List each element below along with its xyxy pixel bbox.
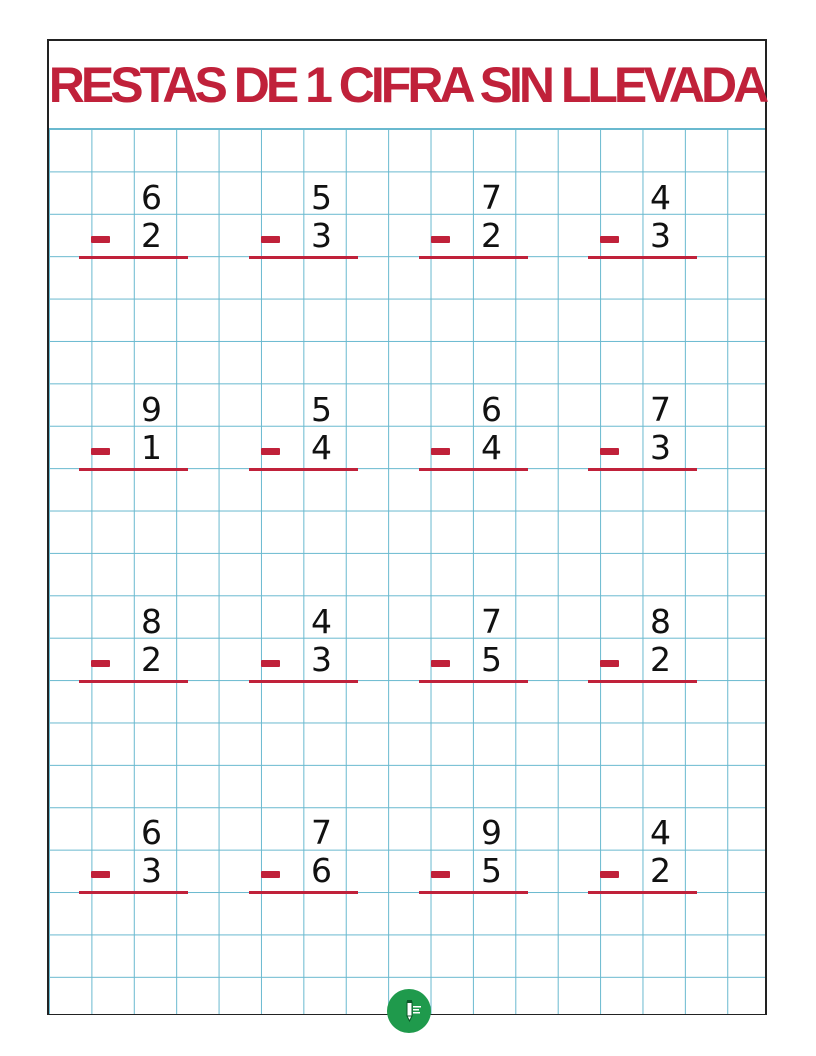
subtraction-problem xyxy=(588,815,698,895)
minuend: 6 xyxy=(141,813,162,852)
subtraction-problem xyxy=(249,604,359,684)
subtraction-problem xyxy=(588,604,698,684)
subtraction-problem xyxy=(79,392,189,472)
subtrahend: 3 xyxy=(650,216,671,255)
subtrahend: 3 xyxy=(311,640,332,679)
minus-sign xyxy=(431,660,450,667)
minus-sign xyxy=(600,871,619,878)
answer-line xyxy=(419,256,528,259)
subtraction-problem xyxy=(249,180,359,260)
minuend: 7 xyxy=(311,813,332,852)
minuend: 6 xyxy=(141,178,162,217)
answer-line xyxy=(249,680,358,683)
answer-line xyxy=(79,468,188,471)
minuend: 4 xyxy=(311,602,332,641)
minuend: 9 xyxy=(481,813,502,852)
minus-sign xyxy=(91,236,110,243)
minuend: 5 xyxy=(311,178,332,217)
answer-line xyxy=(249,256,358,259)
graph-paper-grid xyxy=(49,128,765,1014)
minuend: 7 xyxy=(481,178,502,217)
subtrahend: 2 xyxy=(650,640,671,679)
answer-line xyxy=(588,891,697,894)
subtraction-problem xyxy=(588,392,698,472)
minus-sign xyxy=(431,236,450,243)
minuend: 6 xyxy=(481,390,502,429)
subtrahend: 2 xyxy=(141,216,162,255)
minus-sign xyxy=(91,871,110,878)
logo-badge xyxy=(387,989,431,1033)
answer-line xyxy=(79,891,188,894)
subtraction-problem xyxy=(419,392,529,472)
answer-line xyxy=(249,468,358,471)
subtrahend: 3 xyxy=(311,216,332,255)
minus-sign xyxy=(431,448,450,455)
minus-sign xyxy=(261,236,280,243)
minus-sign xyxy=(91,448,110,455)
minus-sign xyxy=(600,448,619,455)
minus-sign xyxy=(91,660,110,667)
answer-line xyxy=(588,680,697,683)
answer-line xyxy=(79,256,188,259)
answer-line xyxy=(79,680,188,683)
answer-line xyxy=(249,891,358,894)
pencil-icon xyxy=(394,996,424,1026)
minus-sign xyxy=(261,448,280,455)
subtrahend: 2 xyxy=(650,851,671,890)
subtrahend: 5 xyxy=(481,851,502,890)
worksheet-title: RESTAS DE 1 CIFRA SIN LLEVADA xyxy=(48,57,766,113)
subtrahend: 4 xyxy=(311,428,332,467)
subtrahend: 1 xyxy=(141,428,162,467)
minuend: 4 xyxy=(650,813,671,852)
minus-sign xyxy=(261,660,280,667)
minuend: 5 xyxy=(311,390,332,429)
subtrahend: 3 xyxy=(141,851,162,890)
subtraction-problem xyxy=(588,180,698,260)
subtrahend: 2 xyxy=(141,640,162,679)
subtraction-problem xyxy=(79,180,189,260)
answer-line xyxy=(419,680,528,683)
minuend: 9 xyxy=(141,390,162,429)
subtraction-problem xyxy=(419,604,529,684)
minus-sign xyxy=(600,660,619,667)
subtrahend: 6 xyxy=(311,851,332,890)
subtraction-problem xyxy=(79,604,189,684)
minus-sign xyxy=(261,871,280,878)
minuend: 8 xyxy=(141,602,162,641)
minus-sign xyxy=(600,236,619,243)
subtraction-problem xyxy=(419,180,529,260)
minuend: 7 xyxy=(481,602,502,641)
subtrahend: 5 xyxy=(481,640,502,679)
answer-line xyxy=(588,468,697,471)
minuend: 7 xyxy=(650,390,671,429)
subtraction-problem xyxy=(249,392,359,472)
minus-sign xyxy=(431,871,450,878)
worksheet-frame xyxy=(47,39,767,1015)
minuend: 8 xyxy=(650,602,671,641)
subtrahend: 2 xyxy=(481,216,502,255)
subtraction-problem xyxy=(79,815,189,895)
subtraction-problem xyxy=(419,815,529,895)
answer-line xyxy=(588,256,697,259)
minuend: 4 xyxy=(650,178,671,217)
subtraction-problem xyxy=(249,815,359,895)
answer-line xyxy=(419,468,528,471)
answer-line xyxy=(419,891,528,894)
subtrahend: 3 xyxy=(650,428,671,467)
subtrahend: 4 xyxy=(481,428,502,467)
